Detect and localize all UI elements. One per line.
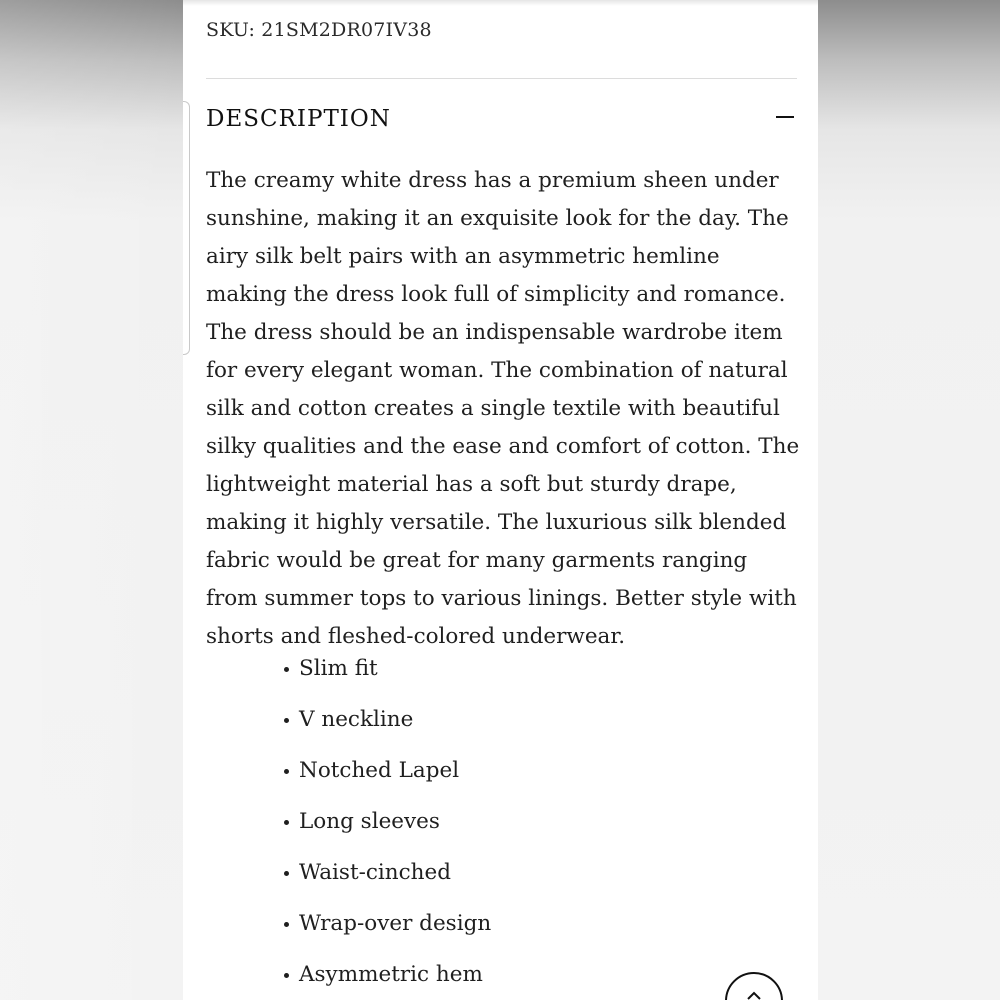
chevron-up-icon — [746, 990, 762, 1000]
minus-icon[interactable] — [773, 106, 797, 128]
list-item: Asymmetric hem — [283, 956, 491, 1000]
feature-list — [283, 650, 491, 1000]
list-item: Notched Lapel — [283, 752, 491, 803]
scroll-to-top-button[interactable] — [725, 972, 783, 1000]
list-item: V neckline — [283, 701, 491, 752]
panel-top-shadow — [183, 0, 818, 6]
list-item: Waist-cinched — [283, 854, 491, 905]
list-item: Slim fit — [283, 650, 491, 701]
list-item: Wrap-over design — [283, 905, 491, 956]
product-details-panel — [183, 0, 818, 1000]
section-divider — [206, 78, 797, 79]
description-heading[interactable]: DESCRIPTION — [206, 106, 391, 132]
description-text: The creamy white dress has a premium sheen under sunshine, making it an exquisite look for the day. The airy silk belt pairs with an asymmetric hemline making the dress look full of simplicity and romance. The dress should be an indispensable wardrobe item for every elegant woman. The combination of natural silk and cotton creates a single textile with beautiful silky qualities and the ease and comfort of cotton. The lightweight material has a soft but sturdy drape, making it highly versatile. The luxurious silk blended fabric would be great for many garments ranging from summer tops to various linings. Better style with shorts and fleshed-colored underwear. — [206, 168, 800, 649]
page-background — [0, 0, 183, 1000]
list-item: Long sleeves — [283, 803, 491, 854]
product-sku: SKU: 21SM2DR07IV38 — [206, 19, 432, 41]
side-drawer-tab[interactable] — [183, 101, 190, 355]
